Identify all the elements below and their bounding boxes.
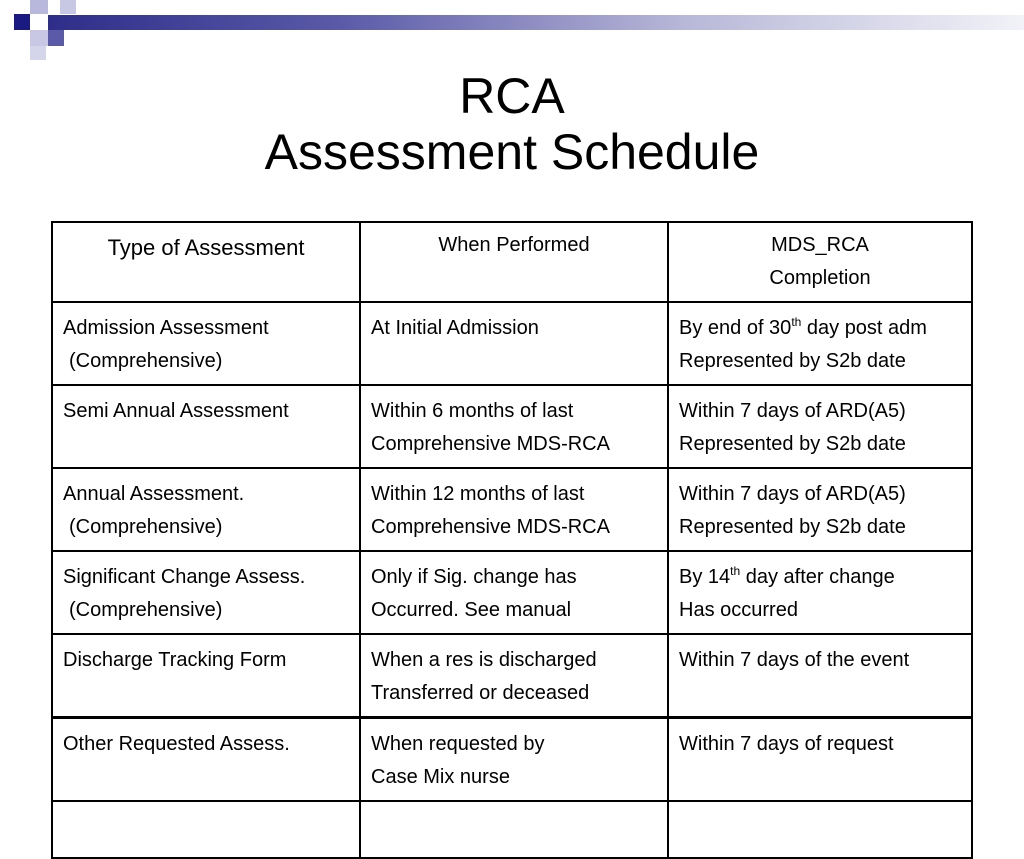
decor-square-light-3	[60, 0, 76, 14]
decor-square-light-4	[30, 46, 46, 60]
slide-title	[0, 68, 1024, 180]
cell-type: Annual Assessment. (Comprehensive)	[52, 468, 360, 551]
decor-square-light-2	[30, 30, 48, 46]
assessment-schedule-table	[51, 221, 973, 859]
cell-when: When a res is discharged Transferred or deceased	[360, 634, 668, 718]
header-mds: MDS_RCA Completion	[668, 222, 972, 302]
cell-empty	[668, 801, 972, 858]
cell-type: Admission Assessment (Comprehensive)	[52, 302, 360, 385]
header-type: Type of Assessment	[52, 222, 360, 302]
cell-type: Other Requested Assess.	[52, 718, 360, 802]
cell-completion: Within 7 days of the event	[668, 634, 972, 718]
cell-when: When requested by Case Mix nurse	[360, 718, 668, 802]
cell-type: Discharge Tracking Form	[52, 634, 360, 718]
header-gradient-bar	[48, 15, 1024, 30]
table-row	[52, 468, 972, 551]
decor-square-dark-2	[48, 30, 64, 46]
cell-when: Only if Sig. change has Occurred. See manual	[360, 551, 668, 634]
table-row-empty	[52, 801, 972, 858]
cell-completion: Within 7 days of ARD(A5) Represented by S2b date	[668, 385, 972, 468]
table-row	[52, 634, 972, 718]
header-when: When Performed	[360, 222, 668, 302]
table-row	[52, 385, 972, 468]
table-header-row	[52, 222, 972, 302]
cell-empty	[52, 801, 360, 858]
table-row	[52, 551, 972, 634]
cell-type: Semi Annual Assessment	[52, 385, 360, 468]
decor-square-light-1	[30, 0, 48, 14]
title-line-2: Assessment Schedule	[264, 124, 760, 180]
decor-square-dark-1	[14, 14, 30, 30]
cell-when: At Initial Admission	[360, 302, 668, 385]
cell-completion: By 14th day after change Has occurred	[668, 551, 972, 634]
cell-completion: By end of 30th day post adm Represented by S2b date	[668, 302, 972, 385]
cell-when: Within 6 months of last Comprehensive MDS-RCA	[360, 385, 668, 468]
table-row	[52, 718, 972, 802]
table-row	[52, 302, 972, 385]
title-line-1: RCA	[459, 68, 565, 124]
cell-when: Within 12 months of last Comprehensive MDS-RCA	[360, 468, 668, 551]
cell-empty	[360, 801, 668, 858]
cell-completion: Within 7 days of ARD(A5) Represented by S2b date	[668, 468, 972, 551]
cell-completion: Within 7 days of request	[668, 718, 972, 802]
cell-type: Significant Change Assess. (Comprehensive)	[52, 551, 360, 634]
